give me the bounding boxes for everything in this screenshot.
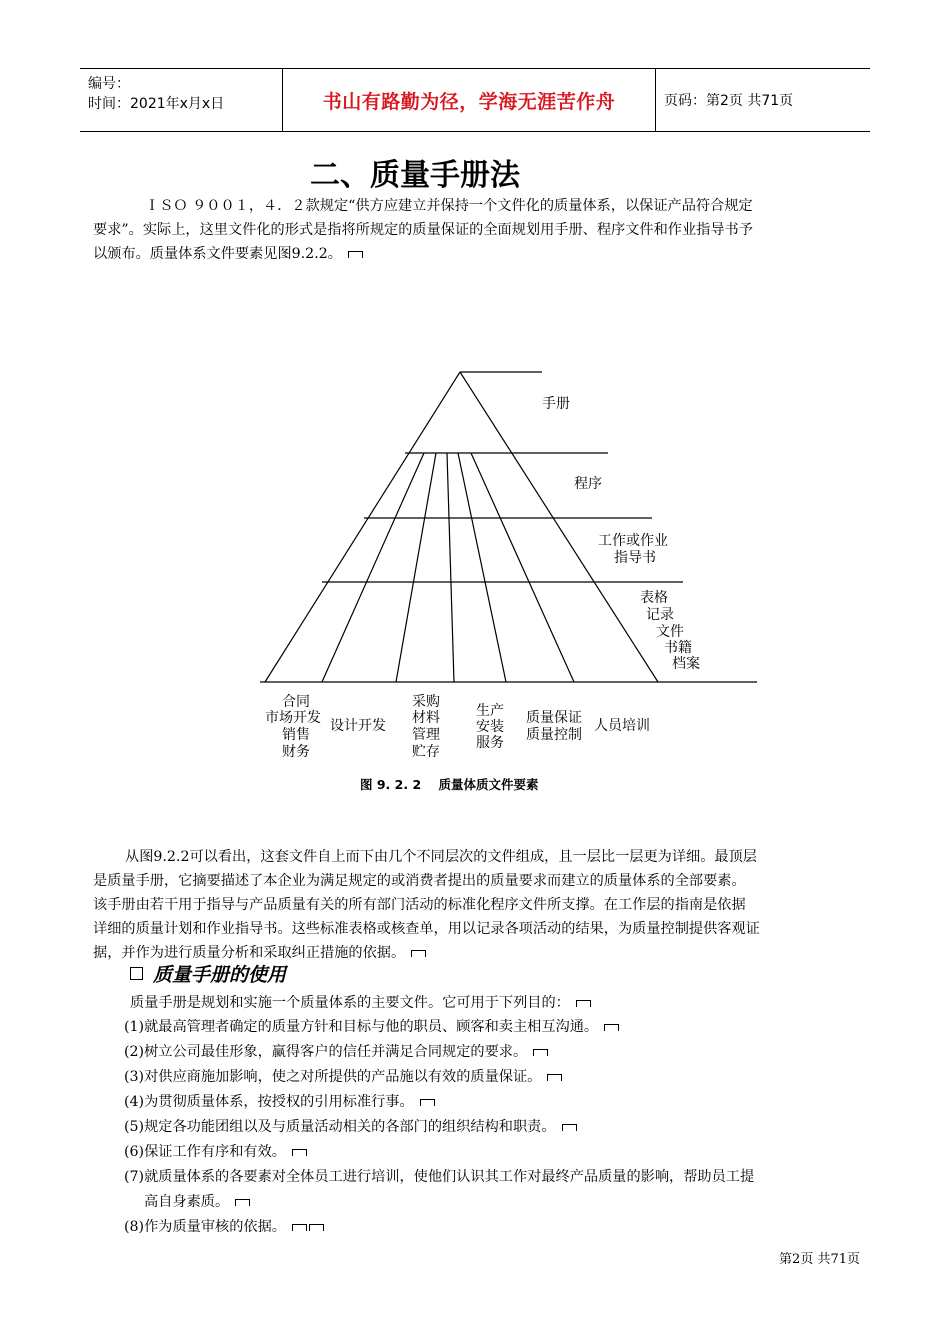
bottom-label-qc: 质量控制 — [526, 727, 582, 743]
body-line-1: 从图9.2.2可以看出，这套文件自上而下由几个不同层次的文件组成，且一层比一层更为详细。最顶层 — [125, 849, 757, 865]
list-item-continuation — [144, 1191, 884, 1213]
list-item-text: (5)规定各功能团组以及与质量活动相关的各部门的组织结构和职责。 — [124, 1119, 556, 1135]
divider-line-4 — [458, 453, 506, 682]
bottom-label-qa: 质量保证 — [526, 710, 582, 726]
body-line-5-text: 据，并作为进行质量分析和采取纠正措施的依据。 — [93, 945, 406, 961]
list-item-text: (2)树立公司最佳形象，赢得客户的信任并满足合同规定的要求。 — [124, 1044, 528, 1060]
list-item — [124, 1041, 864, 1063]
page-footer: 第2页 共71页 — [779, 1252, 860, 1267]
level-label-records: 记录 — [646, 607, 674, 623]
header-page-info: 页码：第2页 共71页 — [664, 93, 794, 109]
checkbox-bullet-icon — [130, 967, 143, 980]
section-intro-text: 质量手册是规划和实施一个质量体系的主要文件。它可用于下列目的： — [130, 995, 570, 1011]
body-line-4: 详细的质量计划和作业指导书。这些标准表格或核查单，用以记录各项活动的结果，为质量控制提供客观证 — [93, 921, 760, 937]
bottom-label-purchase: 采购 — [412, 694, 440, 710]
intro-line-1: ＩＳＯ ９００１，４．２款规定“供方应建立并保持一个文件化的质量体系，以保证产品符合规定 — [145, 198, 753, 214]
figure-caption: 图 9. 2. 2 质量体质文件要素 — [360, 777, 539, 792]
level-label-archives: 档案 — [672, 656, 700, 672]
list-item — [124, 1141, 864, 1163]
paragraph-mark-icon — [562, 1124, 577, 1131]
bottom-label-production: 生产 — [476, 703, 504, 719]
section-title: 质量手册的使用 — [153, 964, 287, 986]
list-item-text: (3)对供应商施加影响，使之对所提供的产品施以有效的质量保证。 — [124, 1069, 542, 1085]
paragraph-mark-icon — [292, 1149, 307, 1156]
list-item-text: (1)就最高管理者确定的质量方针和目标与他的职员、顾客和卖主相互沟通。 — [124, 1019, 599, 1035]
number-label: 编号： — [88, 76, 130, 92]
bottom-label-marketing: 市场开发 — [265, 710, 321, 726]
level-label-manual: 手册 — [542, 396, 570, 412]
intro-line-3 — [93, 242, 363, 266]
bottom-label-installation: 安装 — [476, 719, 504, 735]
header-page-cell — [655, 69, 870, 131]
section-intro — [130, 992, 870, 1014]
list-item — [124, 1091, 864, 1113]
intro-line-2: 要求”。实际上，这里文件化的形式是指将所规定的质量保证的全面规划用手册、程序文件和作业指导书予 — [93, 222, 753, 238]
paragraph-mark-icon — [604, 1024, 619, 1031]
paragraph-mark-icon — [309, 1224, 324, 1231]
paragraph-mark-icon — [235, 1199, 250, 1206]
level-label-procedure: 程序 — [574, 476, 602, 492]
bottom-label-material: 材料 — [412, 710, 440, 726]
list-item-text: (8)作为质量审核的依据。 — [124, 1219, 286, 1235]
list-item-text: (4)为贯彻质量体系，按授权的引用标准行事。 — [124, 1094, 414, 1110]
list-item — [124, 1016, 864, 1038]
level-label-forms: 表格 — [640, 590, 668, 606]
paragraph-mark-icon — [547, 1074, 562, 1081]
list-item-text: (6)保证工作有序和有效。 — [124, 1144, 286, 1160]
page-title: 二、质量手册法 — [310, 158, 520, 193]
time-label: 时间：2021年x月x日 — [88, 96, 225, 112]
bottom-label-finance: 财务 — [282, 744, 310, 760]
paragraph-mark-icon — [533, 1049, 548, 1056]
intro-line-3-text: 以颁布。质量体系文件要素见图9.2.2。 — [93, 246, 342, 262]
bottom-label-design: 设计开发 — [330, 718, 386, 734]
level-label-files: 文件 — [656, 624, 684, 640]
divider-line-3 — [447, 453, 454, 682]
divider-line-2 — [396, 453, 436, 682]
pyramid-right-edge — [460, 372, 658, 682]
list-item — [124, 1116, 864, 1138]
level-label-work-1: 工作或作业 — [598, 533, 668, 549]
pyramid-left-edge — [265, 372, 460, 682]
bottom-label-sales: 销售 — [282, 727, 310, 743]
paragraph-mark-icon — [420, 1099, 435, 1106]
page-header — [80, 68, 870, 132]
paragraph-mark-icon — [411, 950, 426, 957]
document-pyramid-figure — [240, 360, 760, 800]
bottom-label-storage: 贮存 — [412, 744, 440, 760]
level-label-books: 书籍 — [664, 640, 692, 656]
header-meta — [80, 69, 280, 131]
header-motto: 书山有路勤为径，学海无涯苦作舟 — [322, 90, 616, 113]
bottom-label-management: 管理 — [412, 727, 440, 743]
bottom-label-contract: 合同 — [282, 694, 310, 710]
list-item — [124, 1066, 864, 1088]
bottom-label-service: 服务 — [476, 735, 504, 751]
body-line-3: 该手册由若干用于指导与产品质量有关的所有部门活动的标准化程序文件所支撑。在工作层的指南是依据 — [93, 897, 746, 913]
list-item-text: 高自身素质。 — [144, 1194, 230, 1210]
bottom-label-training: 人员培训 — [594, 718, 650, 734]
paragraph-mark-icon — [292, 1224, 307, 1231]
header-motto-cell — [282, 69, 656, 131]
level-label-work-2: 指导书 — [614, 550, 656, 566]
section-heading — [130, 960, 286, 987]
body-line-2: 是质量手册，它摘要描述了本企业为满足规定的或消费者提出的质量要求而建立的质量体系的全部要素。 — [93, 873, 746, 889]
paragraph-mark-icon — [348, 251, 363, 258]
divider-line-5 — [471, 453, 574, 682]
list-item: (7)就质量体系的各要素对全体员工进行培训，使他们认识其工作对最终产品质量的影响，帮助员工提 — [124, 1169, 755, 1185]
list-item — [124, 1216, 864, 1238]
paragraph-mark-icon — [576, 1000, 591, 1007]
